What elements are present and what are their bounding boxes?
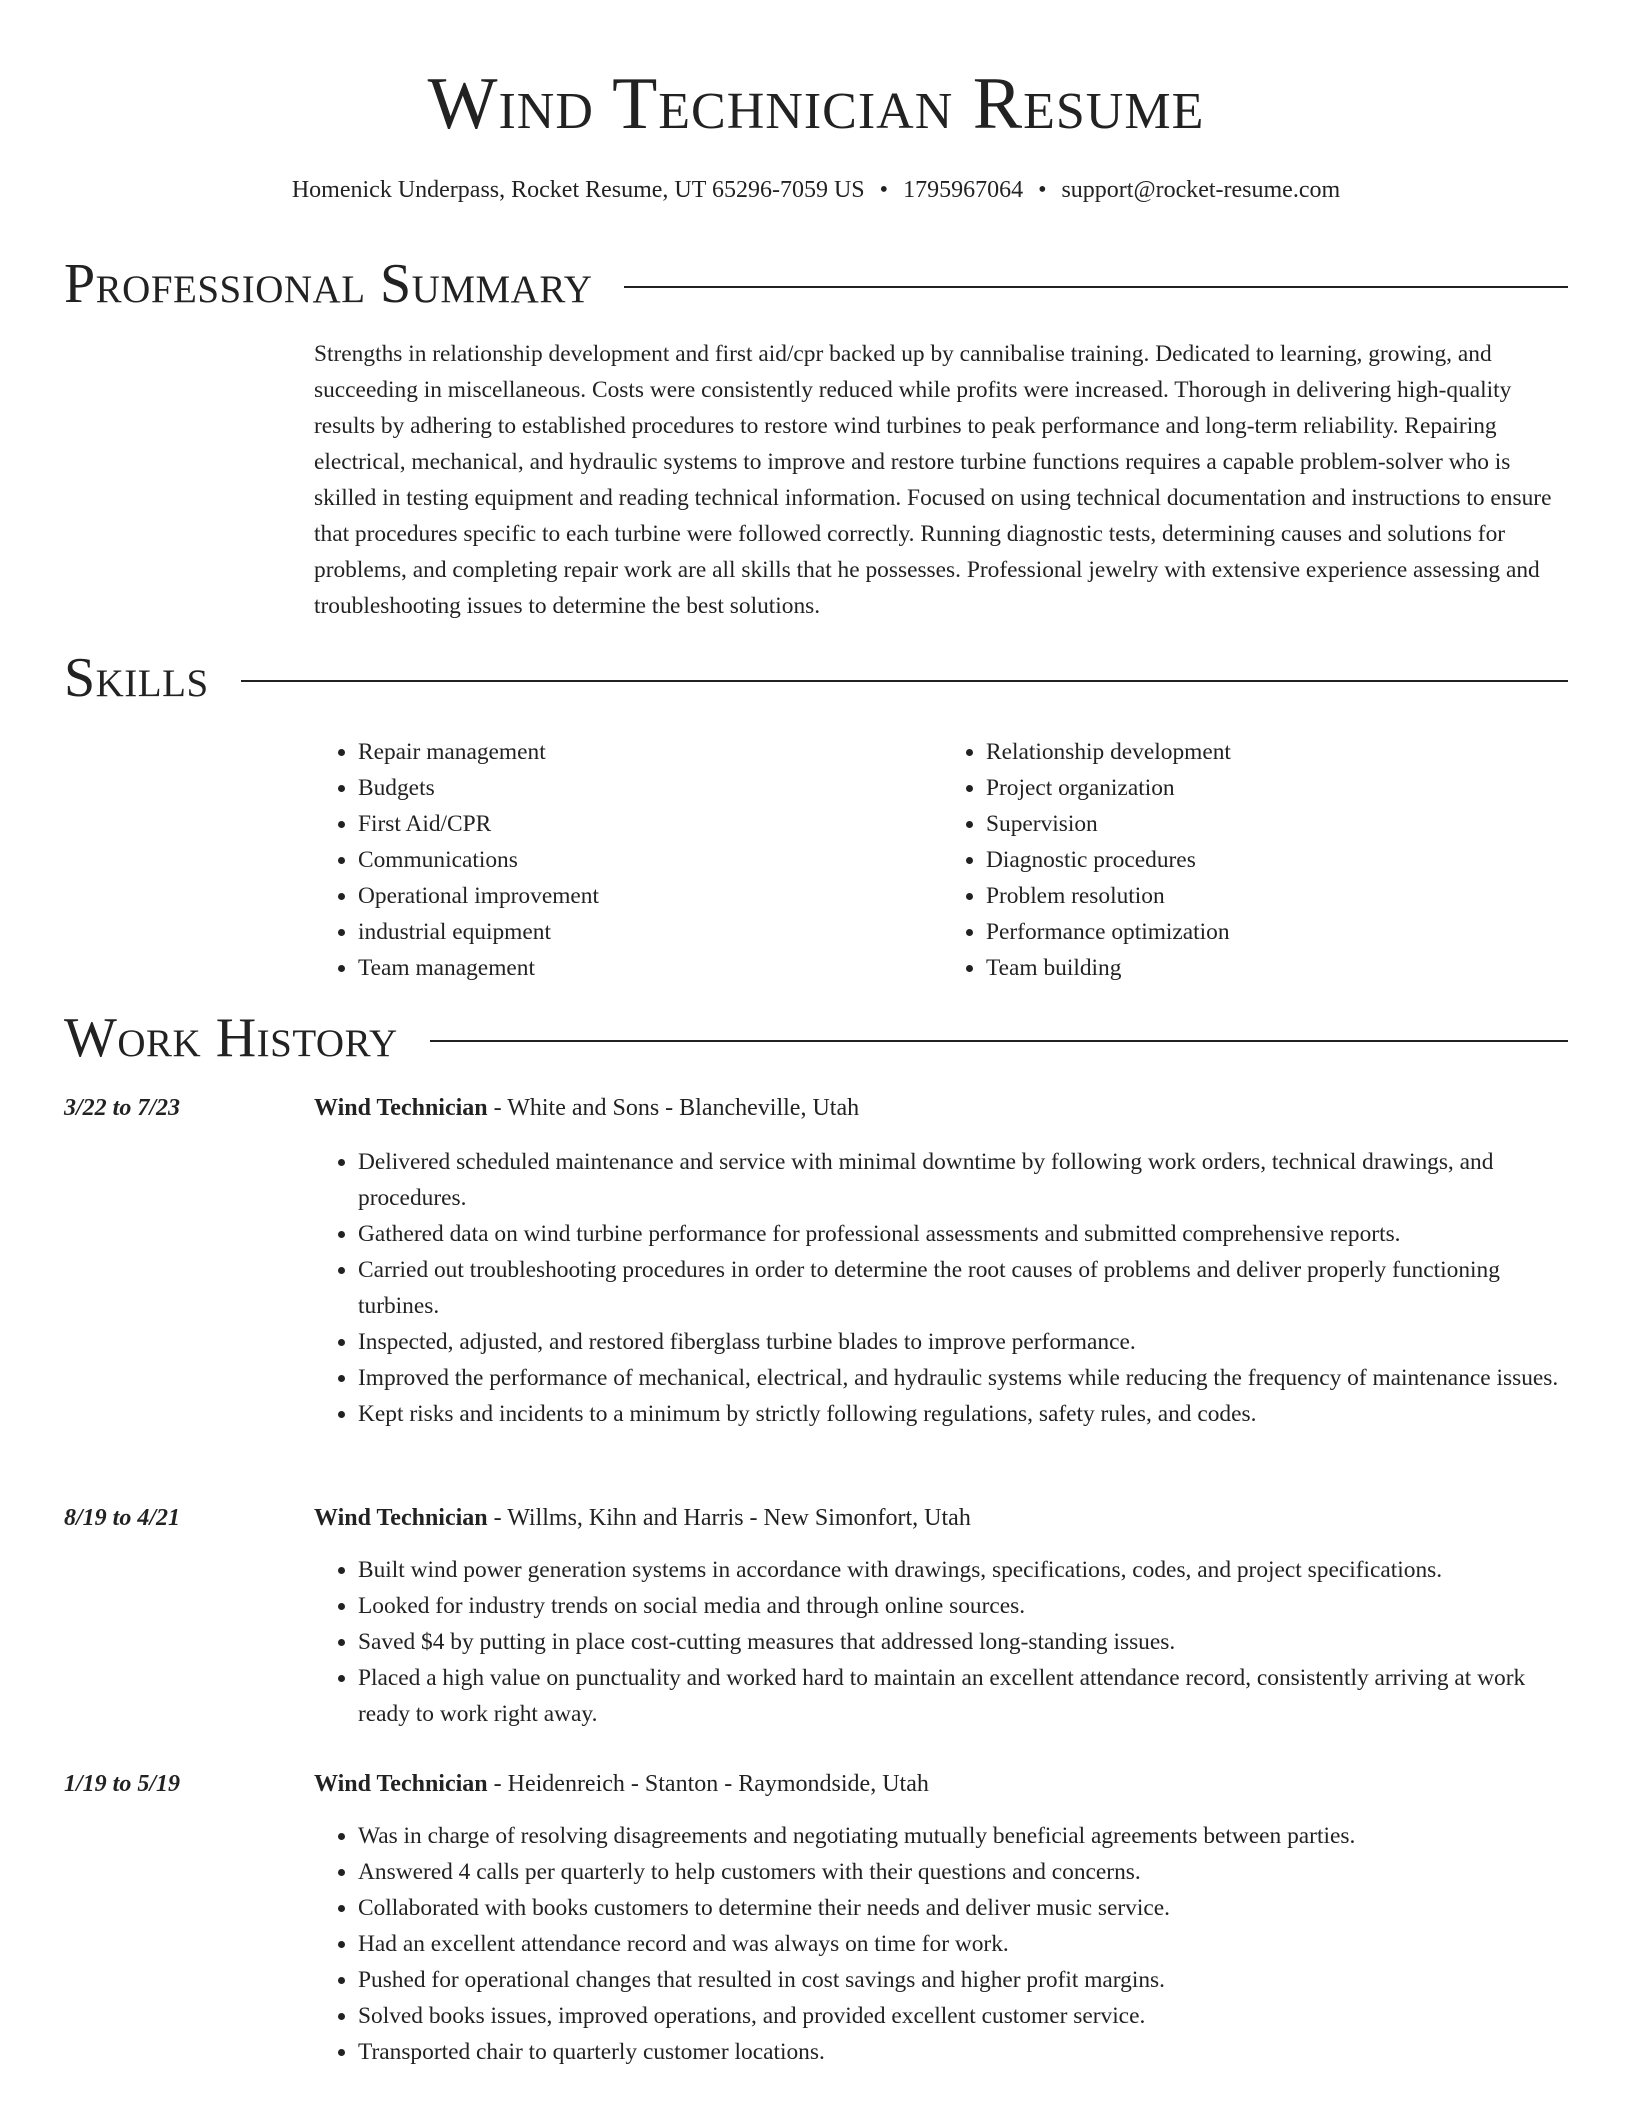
- job-bullet: • Answered 4 calls per quarterly to help customers with their questions and concerns.: [358, 1854, 1570, 1890]
- section-divider: [430, 1040, 1568, 1042]
- skills-section-header: [64, 646, 1568, 710]
- contact-separator: •: [1038, 177, 1047, 203]
- job-bullet: • Had an excellent attendance record and was always on time for work.: [358, 1926, 1570, 1962]
- resume-title: Wind Technician Resume: [427, 63, 1205, 145]
- skill-item: • Budgets: [358, 770, 942, 806]
- job-bullet: • Transported chair to quarterly customer locations.: [358, 2034, 1570, 2070]
- job-bullets: [314, 1552, 1570, 1732]
- skill-item: • Project organization: [986, 770, 1570, 806]
- contact-phone: 1795967064: [903, 177, 1024, 203]
- section-divider: [241, 680, 1568, 682]
- contact-line: [0, 172, 1632, 208]
- job-role: Wind Technician: [314, 1095, 488, 1121]
- job-bullet: • Pushed for operational changes that resulted in cost savings and higher profit margins.: [358, 1962, 1570, 1998]
- job-bullet: • Collaborated with books customers to determine their needs and deliver music service.: [358, 1890, 1570, 1926]
- job-dates: 1/19 to 5/19: [64, 1771, 181, 1797]
- skill-item: • Operational improvement: [358, 878, 942, 914]
- skill-item: • Communications: [358, 842, 942, 878]
- summary-heading: Professional Summary: [64, 253, 593, 315]
- skill-item: • Problem resolution: [986, 878, 1570, 914]
- job-bullet: • Improved the performance of mechanical, electrical, and hydraulic systems while reducing the frequency of maintenance issues.: [358, 1360, 1570, 1396]
- work-section-header: [64, 1006, 1568, 1070]
- job-bullet: • Saved $4 by putting in place cost-cutting measures that addressed long-standing issues.: [358, 1624, 1570, 1660]
- job-bullet: • Placed a high value on punctuality and worked hard to maintain an excellent attendance record, consistently arriving at work ready to work right away.: [358, 1660, 1570, 1732]
- job-bullet: • Delivered scheduled maintenance and service with minimal downtime by following work orders, technical drawings, and procedures.: [358, 1144, 1570, 1216]
- job-bullets: [314, 1144, 1570, 1432]
- skill-item: • Relationship development: [986, 734, 1570, 770]
- job-role: Wind Technician: [314, 1505, 488, 1531]
- job-bullet: • Solved books issues, improved operations, and provided excellent customer service.: [358, 1998, 1570, 2034]
- job-bullet: • Gathered data on wind turbine performance for professional assessments and submitted comprehensive reports.: [358, 1216, 1570, 1252]
- skill-item: • Supervision: [986, 806, 1570, 842]
- summary-text: Strengths in relationship development and first aid/cpr backed up by cannibalise training. Dedicated to learning, growing, and succeeding in miscellaneous. Costs were consistently reduced while profits were increased. Thorough in delivering high-quality results by adhering to established procedures to restore wind turbines to peak performance and long-term reliability. Repairing electrical, mechanical, and hydraulic systems to improve and restore turbine functions requires a capable problem-solver who is skilled in testing equipment and reading technical information. Focused on using technical documentation and instructions to ensure that procedures specific to each turbine were followed correctly. Running diagnostic tests, determining causes and solutions for problems, and completing repair work are all skills that he possesses. Professional jewelry with extensive experience assessing and troubleshooting issues to determine the best solutions.: [314, 341, 1552, 619]
- job-header: [314, 1090, 859, 1126]
- job-employer: - White and Sons - Blancheville, Utah: [487, 1095, 860, 1121]
- job-employer: - Willms, Kihn and Harris - New Simonfort, Utah: [487, 1505, 971, 1531]
- job-employer: - Heidenreich - Stanton - Raymondside, Utah: [487, 1771, 929, 1797]
- job-bullet: • Built wind power generation systems in accordance with drawings, specifications, codes, and project specifications.: [358, 1552, 1570, 1588]
- job-role: Wind Technician: [314, 1771, 488, 1797]
- skills-list: [314, 734, 1570, 986]
- skill-item: • First Aid/CPR: [358, 806, 942, 842]
- job-dates: 8/19 to 4/21: [64, 1505, 181, 1531]
- summary-section-header: [64, 252, 1568, 316]
- job-bullet: • Inspected, adjusted, and restored fiberglass turbine blades to improve performance.: [358, 1324, 1570, 1360]
- skills-column-right: [942, 734, 1570, 986]
- job-header: [314, 1766, 929, 1802]
- job-dates: 3/22 to 7/23: [64, 1095, 181, 1121]
- section-divider: [624, 286, 1568, 288]
- job-bullets: [314, 1818, 1570, 2070]
- job-header: [314, 1500, 971, 1536]
- skill-item: • Diagnostic procedures: [986, 842, 1570, 878]
- skill-item: • industrial equipment: [358, 914, 942, 950]
- job-bullet: • Carried out troubleshooting procedures in order to determine the root causes of problems and deliver properly functioning turbines.: [358, 1252, 1570, 1324]
- skill-item: • Team management: [358, 950, 942, 986]
- contact-email: support@rocket-resume.com: [1061, 177, 1341, 203]
- work-heading: Work History: [64, 1007, 398, 1069]
- contact-separator: •: [879, 177, 889, 203]
- skill-item: • Team building: [986, 950, 1570, 986]
- contact-address: Homenick Underpass, Rocket Resume, UT 65296-7059 US: [291, 177, 865, 203]
- skill-item: • Performance optimization: [986, 914, 1570, 950]
- skill-item: • Repair management: [358, 734, 942, 770]
- job-bullet: • Looked for industry trends on social media and through online sources.: [358, 1588, 1570, 1624]
- skills-column-left: [314, 734, 942, 986]
- skills-heading: Skills: [64, 647, 209, 709]
- job-bullet: • Was in charge of resolving disagreements and negotiating mutually beneficial agreements between parties.: [358, 1818, 1570, 1854]
- job-bullet: • Kept risks and incidents to a minimum by strictly following regulations, safety rules, and codes.: [358, 1396, 1570, 1432]
